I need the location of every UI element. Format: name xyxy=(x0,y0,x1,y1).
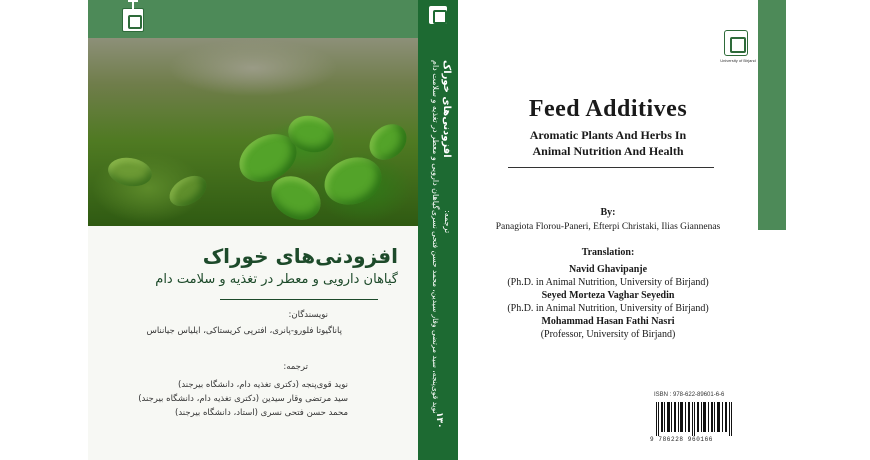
university-logo-icon xyxy=(122,8,144,32)
book-cover-spread xyxy=(88,0,786,460)
herb-leaf xyxy=(164,171,211,211)
front-divider xyxy=(220,299,378,300)
isbn-text: ISBN : 978-622-89601-6-6 xyxy=(654,392,725,398)
spine-translation-label: ترجمه: xyxy=(443,210,452,234)
back-side-band xyxy=(758,0,786,230)
spine-translators: نوید قوی‌پنجه، سید مرتضی وقار سیدین، محمد حسن فتحی نسری xyxy=(431,210,440,414)
translator-line: نوید قوی‌پنجه (دکتری تغذیه دام، دانشگاه بیرجند) xyxy=(178,380,348,390)
spine-subtitle: گیاهان دارویی و معطر در تغذیه و سلامت دام xyxy=(431,60,440,210)
translator-name: Navid Ghavipanje xyxy=(568,264,648,275)
cross-mark-icon xyxy=(132,0,134,10)
basil-leaf xyxy=(363,118,414,166)
translator-name: Mohammad Hasan Fathi Nasri xyxy=(541,316,675,327)
translator-affiliation: (Ph.D. in Animal Nutrition, University of Birjand) xyxy=(507,277,709,288)
herbs-photo xyxy=(88,38,418,226)
basil-leaf xyxy=(320,153,385,208)
authors-text: پاناگیوتا فلورو-پانری، افترپی کریستاکی، ایلیاس جیانناس xyxy=(146,326,342,336)
english-divider xyxy=(508,167,714,168)
front-subtitle: گیاهان دارویی و معطر در تغذیه و سلامت دام xyxy=(155,272,398,287)
translator-affiliation: (Professor, University of Birjand) xyxy=(540,329,676,340)
university-logo-icon xyxy=(724,30,748,56)
english-title: Feed Additives xyxy=(528,96,688,122)
university-name: University of Birjand xyxy=(720,58,756,63)
barcode-icon xyxy=(654,402,734,436)
translator-name: Seyed Morteza Vaghar Seyedin xyxy=(541,290,675,301)
by-label: By: xyxy=(600,207,616,218)
translation-heading: ترجمه: xyxy=(283,362,308,372)
translator-affiliation: (Ph.D. in Animal Nutrition, University of Birjand) xyxy=(507,303,709,314)
spine-title: افزودنی‌های خوراک xyxy=(441,60,452,158)
translation-label: Translation: xyxy=(581,247,635,258)
front-cover xyxy=(88,0,418,460)
back-cover xyxy=(458,0,786,460)
barcode-digits: 9 786228 960166 xyxy=(650,436,714,443)
spine-logo-icon xyxy=(429,6,447,24)
translator-line: محمد حسن فتحی نسری (استاد، دانشگاه بیرجند) xyxy=(175,408,348,418)
english-authors: Panagiota Florou-Paneri, Efterpi Christaki, Ilias Giannenas xyxy=(495,222,721,232)
front-title: افزودنی‌های خوراک xyxy=(202,244,398,268)
book-spine xyxy=(418,0,458,460)
translator-line: سید مرتضی وقار سیدین (دکتری تغذیه دام، دانشگاه بیرجند) xyxy=(138,394,348,404)
english-subtitle-line2: Animal Nutrition And Health xyxy=(532,144,684,158)
herb-leaf xyxy=(105,153,155,191)
authors-heading: نویسندگان: xyxy=(288,310,328,320)
english-subtitle-line1: Aromatic Plants And Herbs In xyxy=(529,128,687,142)
spine-number: ۱۳۰ xyxy=(434,412,444,429)
front-top-band xyxy=(88,0,418,38)
